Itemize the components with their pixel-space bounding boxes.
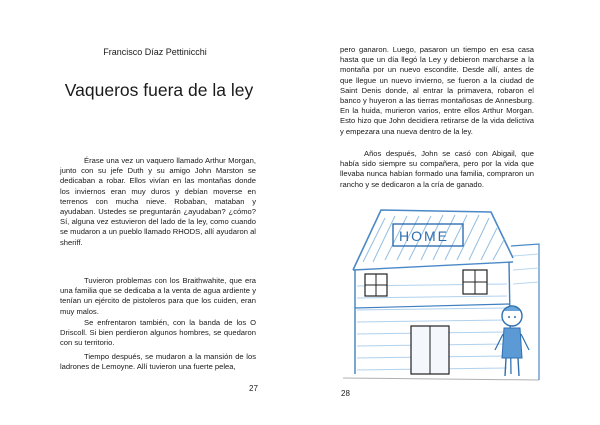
house-drawing [341, 190, 541, 383]
story-title: Vaqueros fuera de la ley [64, 80, 254, 100]
person-body [502, 328, 522, 358]
paragraph-4: Tiempo después, se mudaron a la mansión de los ladrones de Lemoyne. Allí tuvieron una fuerte pelea, [60, 352, 256, 372]
paragraph-3: Se enfrentaron también, con la banda de los O Driscoll. Si bien perdieron algunos hombres, se quedaron con su territorio. [60, 318, 256, 348]
page-number-left: 27 [249, 384, 258, 393]
author-name: Francisco Díaz Pettinicchi [103, 47, 207, 57]
right-page [300, 0, 600, 425]
paragraph-6: Años después, John se casó con Abigail, que había sido siempre su compañera, pero por la vida que llevaba nunca habían formado una familia, compraron un rancho y se dedicaron a la cría de ganado. [340, 149, 534, 189]
page-number-right: 28 [341, 389, 350, 398]
paragraph-5: pero ganaron. Luego, pasaron un tiempo en esa casa hasta que un día llegó la Ley y debieron marcharse a la montaña por un nuevo escondite. Desde allí, antes de que llegue un nuevo invierno, se fueron a la ciudad de Saint Denis donde, al entrar la primavera, robaron el banco y huyeron a las tierras montañosas de Annesburg. En la huida, murieron varios, entre ellos Arthur Morgan. Esto hizo que John decidiera retirarse de la vida delictiva y empezara una nueva dentro de la ley. [340, 45, 534, 136]
paragraph-1: Érase una vez un vaquero llamado Arthur Morgan, junto con su jefe Duth y su amigo John Marston se dedicaban a robar. Ellos vivían en las montañas donde los inviernos eran muy duros y debían moverse en terrenos con mucha nieve. Robaban, mataban y ayudaban. Ustedes se preguntarán ¿ayudaban? ¿cómo? Sí, alguna vez estuvieron del lado de la ley, como cuando se mudaron a un pueblo llamado RHODS, allí ayudaron al sheriff. [60, 156, 256, 247]
paragraph-2: Tuvieron problemas con los Braithwahite, que era una familia que se dedicaba a la venta de agua ardiente y tenían un ejército de pistoleros para que los cuiden, eran muy malos. [60, 276, 256, 316]
sign-text: HOME [399, 228, 449, 244]
